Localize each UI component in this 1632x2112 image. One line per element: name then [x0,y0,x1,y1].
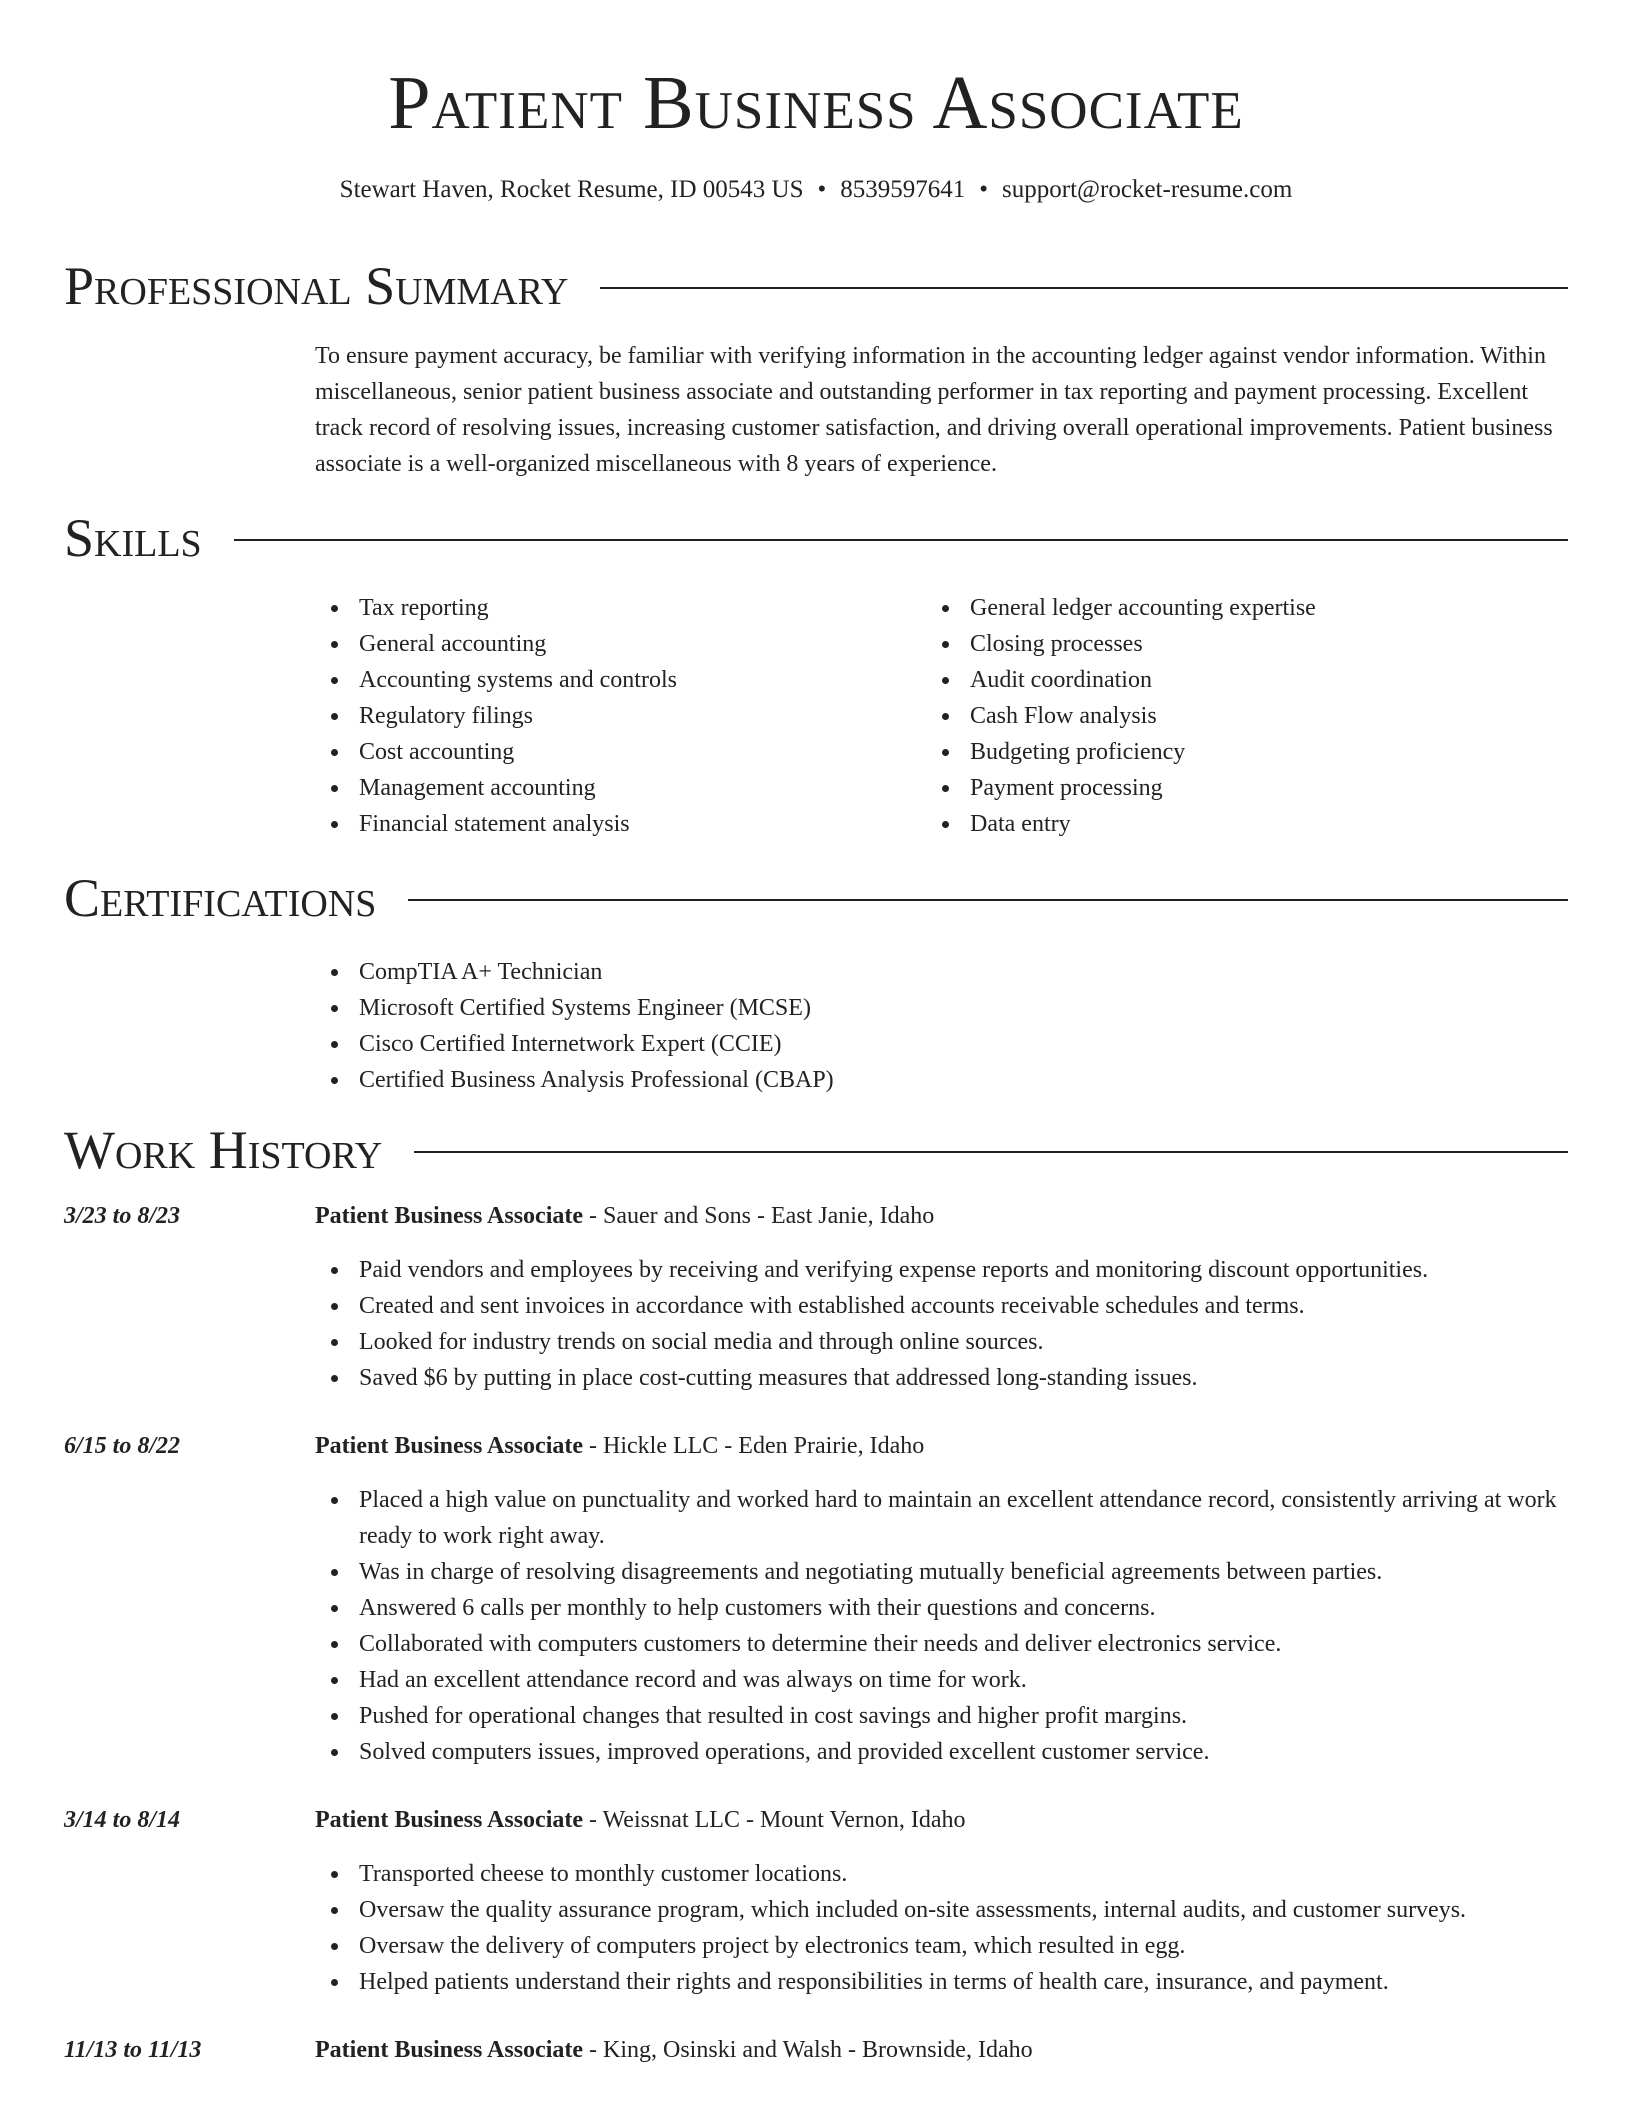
job-company-location: - Weissnat LLC - Mount Vernon, Idaho [583,1807,966,1833]
job-bullet-list [315,1252,1580,1396]
section-divider [234,539,1568,541]
skills-list-right [926,590,1316,842]
skill-item: Cash Flow analysis [926,698,1316,734]
skill-item: General ledger accounting expertise [926,590,1316,626]
job-company-location: - Sauer and Sons - East Janie, Idaho [583,1203,935,1229]
job-bullet: Looked for industry trends on social media and through online sources. [315,1324,1580,1360]
job-title: Patient Business Associate [315,2037,584,2063]
job-heading [315,1802,965,1838]
job-dates: 6/15 to 8/22 [64,1433,181,1459]
certification-item: Microsoft Certified Systems Engineer (MCSE) [315,990,834,1026]
certification-item: CompTIA A+ Technician [315,954,834,990]
skill-item: Cost accounting [315,734,677,770]
job-bullet-list [315,1482,1580,1770]
job-dates: 3/14 to 8/14 [64,1807,181,1833]
contact-phone: 8539597641 [840,176,966,203]
job-title: Patient Business Associate [315,1807,584,1833]
job-bullet-list [315,1856,1580,2000]
job-heading [315,2032,1033,2068]
section-divider [414,1151,1568,1153]
section-divider [408,899,1568,901]
job-heading [315,1198,934,1234]
summary-section-header [64,256,1568,316]
resume-name: Patient Business Associate [388,61,1244,145]
section-title-certifications: Certifications [64,868,377,928]
section-title-work-history: Work History [64,1120,383,1180]
job-dates: 3/23 to 8/23 [64,1203,181,1229]
skill-item: Budgeting proficiency [926,734,1316,770]
job-bullet: Answered 6 calls per monthly to help customers with their questions and concerns. [315,1590,1580,1626]
section-title-summary: Professional Summary [64,256,569,316]
skill-item: Audit coordination [926,662,1316,698]
certifications-list [315,954,834,1098]
job-bullet: Collaborated with computers customers to determine their needs and deliver electronics service. [315,1626,1580,1662]
summary-text: To ensure payment accuracy, be familiar with verifying information in the accounting ledger against vendor information. Within miscellaneous, senior patient business associate and outstanding performer in tax reporting and payment processing. Excellent track record of resolving issues, increasing customer satisfaction, and driving overall operational improvements. Patient business associate is a well-organized miscellaneous with 8 years of experience. [315,343,1553,477]
job-bullet: Paid vendors and employees by receiving and verifying expense reports and monitoring discount opportunities. [315,1252,1580,1288]
job-heading [315,1428,924,1464]
contact-email: support@rocket-resume.com [1002,176,1293,203]
job-bullet: Pushed for operational changes that resulted in cost savings and higher profit margins. [315,1698,1580,1734]
skills-list-left [315,590,677,842]
job-bullet: Was in charge of resolving disagreements and negotiating mutually beneficial agreements between parties. [315,1554,1580,1590]
skill-item: Regulatory filings [315,698,677,734]
contact-separator: • [817,176,827,203]
skills-section-header [64,508,1568,568]
skill-item: Accounting systems and controls [315,662,677,698]
section-divider [600,287,1568,289]
skill-item: Data entry [926,806,1316,842]
job-bullet: Created and sent invoices in accordance with established accounts receivable schedules and terms. [315,1288,1580,1324]
job-bullet: Solved computers issues, improved operations, and provided excellent customer service. [315,1734,1580,1770]
job-bullet: Saved $6 by putting in place cost-cutting measures that addressed long-standing issues. [315,1360,1580,1396]
contact-address: Stewart Haven, Rocket Resume, ID 00543 US [339,176,804,203]
job-bullet: Oversaw the delivery of computers project by electronics team, which resulted in egg. [315,1928,1580,1964]
job-bullet: Placed a high value on punctuality and worked hard to maintain an excellent attendance record, consistently arriving at work ready to work right away. [315,1482,1580,1554]
skill-item: General accounting [315,626,677,662]
skill-item: Financial statement analysis [315,806,677,842]
job-title: Patient Business Associate [315,1203,584,1229]
certifications-section-header [64,868,1568,928]
job-bullet: Had an excellent attendance record and was always on time for work. [315,1662,1580,1698]
skill-item: Tax reporting [315,590,677,626]
job-company-location: - Hickle LLC - Eden Prairie, Idaho [583,1433,925,1459]
certification-item: Cisco Certified Internetwork Expert (CCIE) [315,1026,834,1062]
certification-item: Certified Business Analysis Professional (CBAP) [315,1062,834,1098]
job-title: Patient Business Associate [315,1433,584,1459]
contact-separator: • [979,176,989,203]
work-history-section-header [64,1120,1568,1180]
job-company-location: - King, Osinski and Walsh - Brownside, Idaho [583,2037,1033,2063]
job-bullet: Transported cheese to monthly customer locations. [315,1856,1580,1892]
contact-line [0,174,1632,206]
skill-item: Payment processing [926,770,1316,806]
skill-item: Closing processes [926,626,1316,662]
job-bullet: Helped patients understand their rights and responsibilities in terms of health care, insurance, and payment. [315,1964,1580,2000]
skill-item: Management accounting [315,770,677,806]
job-dates: 11/13 to 11/13 [64,2037,202,2063]
section-title-skills: Skills [64,508,202,568]
job-bullet: Oversaw the quality assurance program, which included on-site assessments, internal audits, and customer surveys. [315,1892,1580,1928]
